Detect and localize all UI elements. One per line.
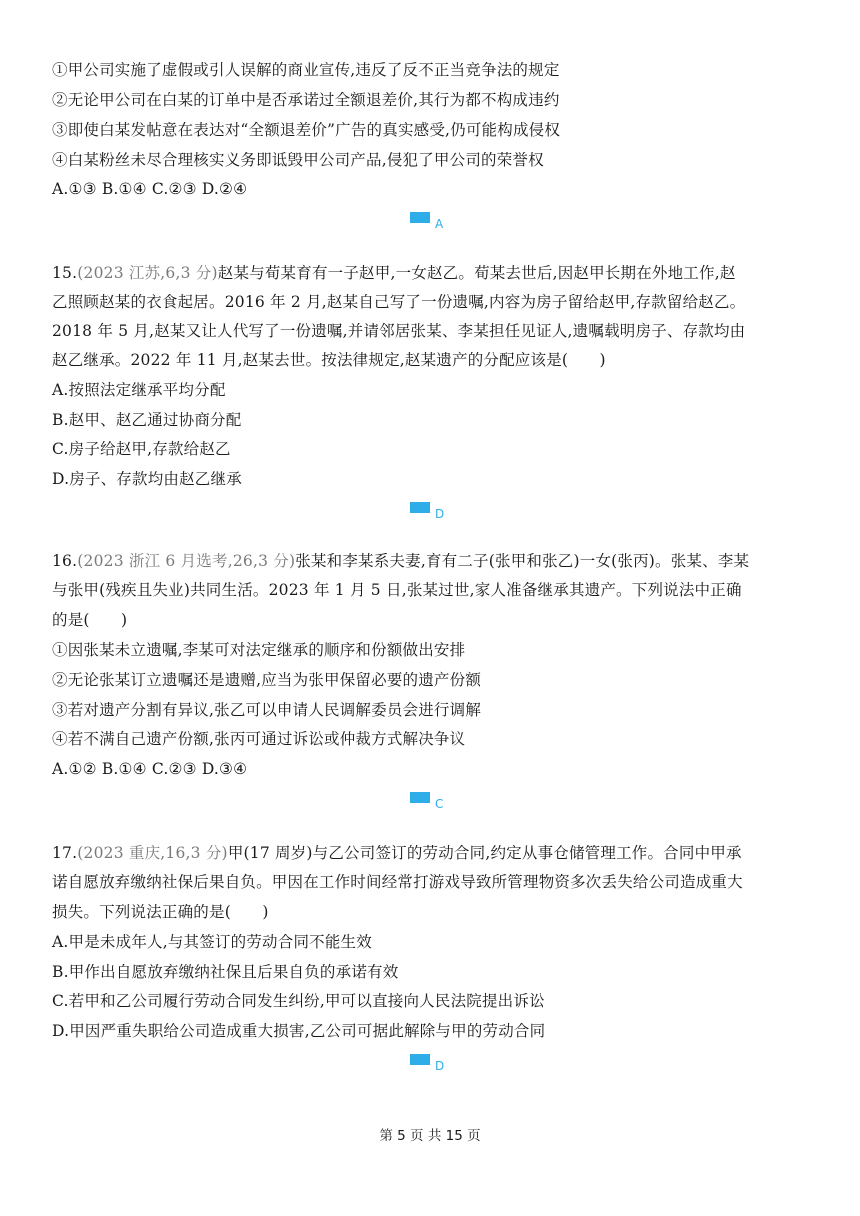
q17-option-a: A.甲是未成年人,与其签订的劳动合同不能生效 xyxy=(52,933,372,951)
q16-answer: C xyxy=(435,797,444,811)
q17-number: 17. xyxy=(52,844,78,862)
q16-option-4: ④若不满自己遗产份额,张丙可通过诉讼或仲裁方式解决争议 xyxy=(52,730,466,748)
q16-stem-line-3: 的是( ) xyxy=(52,611,128,629)
q17-source: (2023 重庆,16,3 分) xyxy=(77,844,228,862)
q15-option-d: D.房子、存款均由赵乙继承 xyxy=(52,470,242,488)
answer-marker-icon xyxy=(410,1054,430,1065)
q17-answer-toggle[interactable] xyxy=(410,1054,445,1073)
answer-marker-icon xyxy=(410,502,430,513)
q17-stem: 甲(17 周岁)与乙公司签订的劳动合同,约定从事仓储管理工作。合同中甲承 xyxy=(227,844,742,862)
q17-stem-line-1 xyxy=(52,843,742,863)
q15-option-b: B.赵甲、赵乙通过协商分配 xyxy=(52,411,242,429)
q15-stem-line-3: 2018 年 5 月,赵某又让人代写了一份遗嘱,并请邻居张某、李某担任见证人,遗嘱载明房子、存款均由 xyxy=(52,322,746,340)
q15-stem-line-4: 赵乙继承。2022 年 11 月,赵某去世。按法律规定,赵某遗产的分配应该是( ) xyxy=(52,351,606,369)
q15-option-c: C.房子给赵甲,存款给赵乙 xyxy=(52,440,231,458)
answer-marker-icon xyxy=(410,212,430,223)
q16-stem: 张某和李某系夫妻,育有二子(张甲和张乙)一女(张丙)。张某、李某 xyxy=(295,552,750,570)
q15-stem-line-2: 乙照顾赵某的衣食起居。2016 年 2 月,赵某自己写了一份遗嘱,内容为房子留给赵甲,存款留给赵乙。 xyxy=(52,293,746,311)
q17-stem-line-2: 诺自愿放弃缴纳社保后果自负。甲因在工作时间经常打游戏导致所管理物资多次丢失给公司造成重大 xyxy=(52,873,743,891)
q16-choices: A.①② B.①④ C.②③ D.③④ xyxy=(52,760,248,778)
q15-number: 15. xyxy=(52,264,78,282)
q17-option-b: B.甲作出自愿放弃缴纳社保且后果自负的承诺有效 xyxy=(52,963,399,981)
q15-option-a: A.按照法定继承平均分配 xyxy=(52,381,226,399)
q14-option-4: ④白某粉丝未尽合理核实义务即诋毁甲公司产品,侵犯了甲公司的荣誉权 xyxy=(52,151,544,169)
q16-answer-toggle[interactable] xyxy=(410,792,444,811)
q14-option-1: ①甲公司实施了虚假或引人误解的商业宣传,违反了反不正当竞争法的规定 xyxy=(52,61,560,79)
q15-answer-toggle[interactable] xyxy=(410,502,445,521)
q15-answer: D xyxy=(435,507,445,521)
q17-option-c: C.若甲和乙公司履行劳动合同发生纠纷,甲可以直接向人民法院提出诉讼 xyxy=(52,992,545,1010)
q15-stem: 赵某与荀某育有一子赵甲,一女赵乙。荀某去世后,因赵甲长期在外地工作,赵 xyxy=(217,264,736,282)
q14-answer-toggle[interactable] xyxy=(410,212,444,231)
page-footer: 第 5 页 共 15 页 xyxy=(379,1128,481,1144)
q16-source: (2023 浙江 6 月选考,26,3 分) xyxy=(77,552,296,570)
answer-marker-icon xyxy=(410,792,430,803)
q16-stem-line-2: 与张甲(残疾且失业)共同生活。2023 年 1 月 5 日,张某过世,家人准备继承其遗产。下列说法中正确 xyxy=(52,581,742,599)
q14-choices: A.①③ B.①④ C.②③ D.②④ xyxy=(52,180,248,198)
q17-stem-line-3: 损失。下列说法正确的是( ) xyxy=(52,903,269,921)
q16-option-2: ②无论张某订立遗嘱还是遗赠,应当为张甲保留必要的遗产份额 xyxy=(52,671,482,689)
q14-option-3: ③即使白某发帖意在表达对“全额退差价”广告的真实感受,仍可能构成侵权 xyxy=(52,121,561,139)
q17-option-d: D.甲因严重失职给公司造成重大损害,乙公司可据此解除与甲的劳动合同 xyxy=(52,1022,546,1040)
q16-stem-line-1 xyxy=(52,551,749,571)
q15-source: (2023 江苏,6,3 分) xyxy=(77,264,218,282)
q16-number: 16. xyxy=(52,552,78,570)
q16-option-3: ③若对遗产分割有异议,张乙可以申请人民调解委员会进行调解 xyxy=(52,701,482,719)
q15-stem-line-1 xyxy=(52,263,736,283)
q14-option-2: ②无论甲公司在白某的订单中是否承诺过全额退差价,其行为都不构成违约 xyxy=(52,91,560,109)
q16-option-1: ①因张某未立遗嘱,李某可对法定继承的顺序和份额做出安排 xyxy=(52,641,466,659)
q17-answer: D xyxy=(435,1059,445,1073)
q14-answer: A xyxy=(435,217,444,231)
